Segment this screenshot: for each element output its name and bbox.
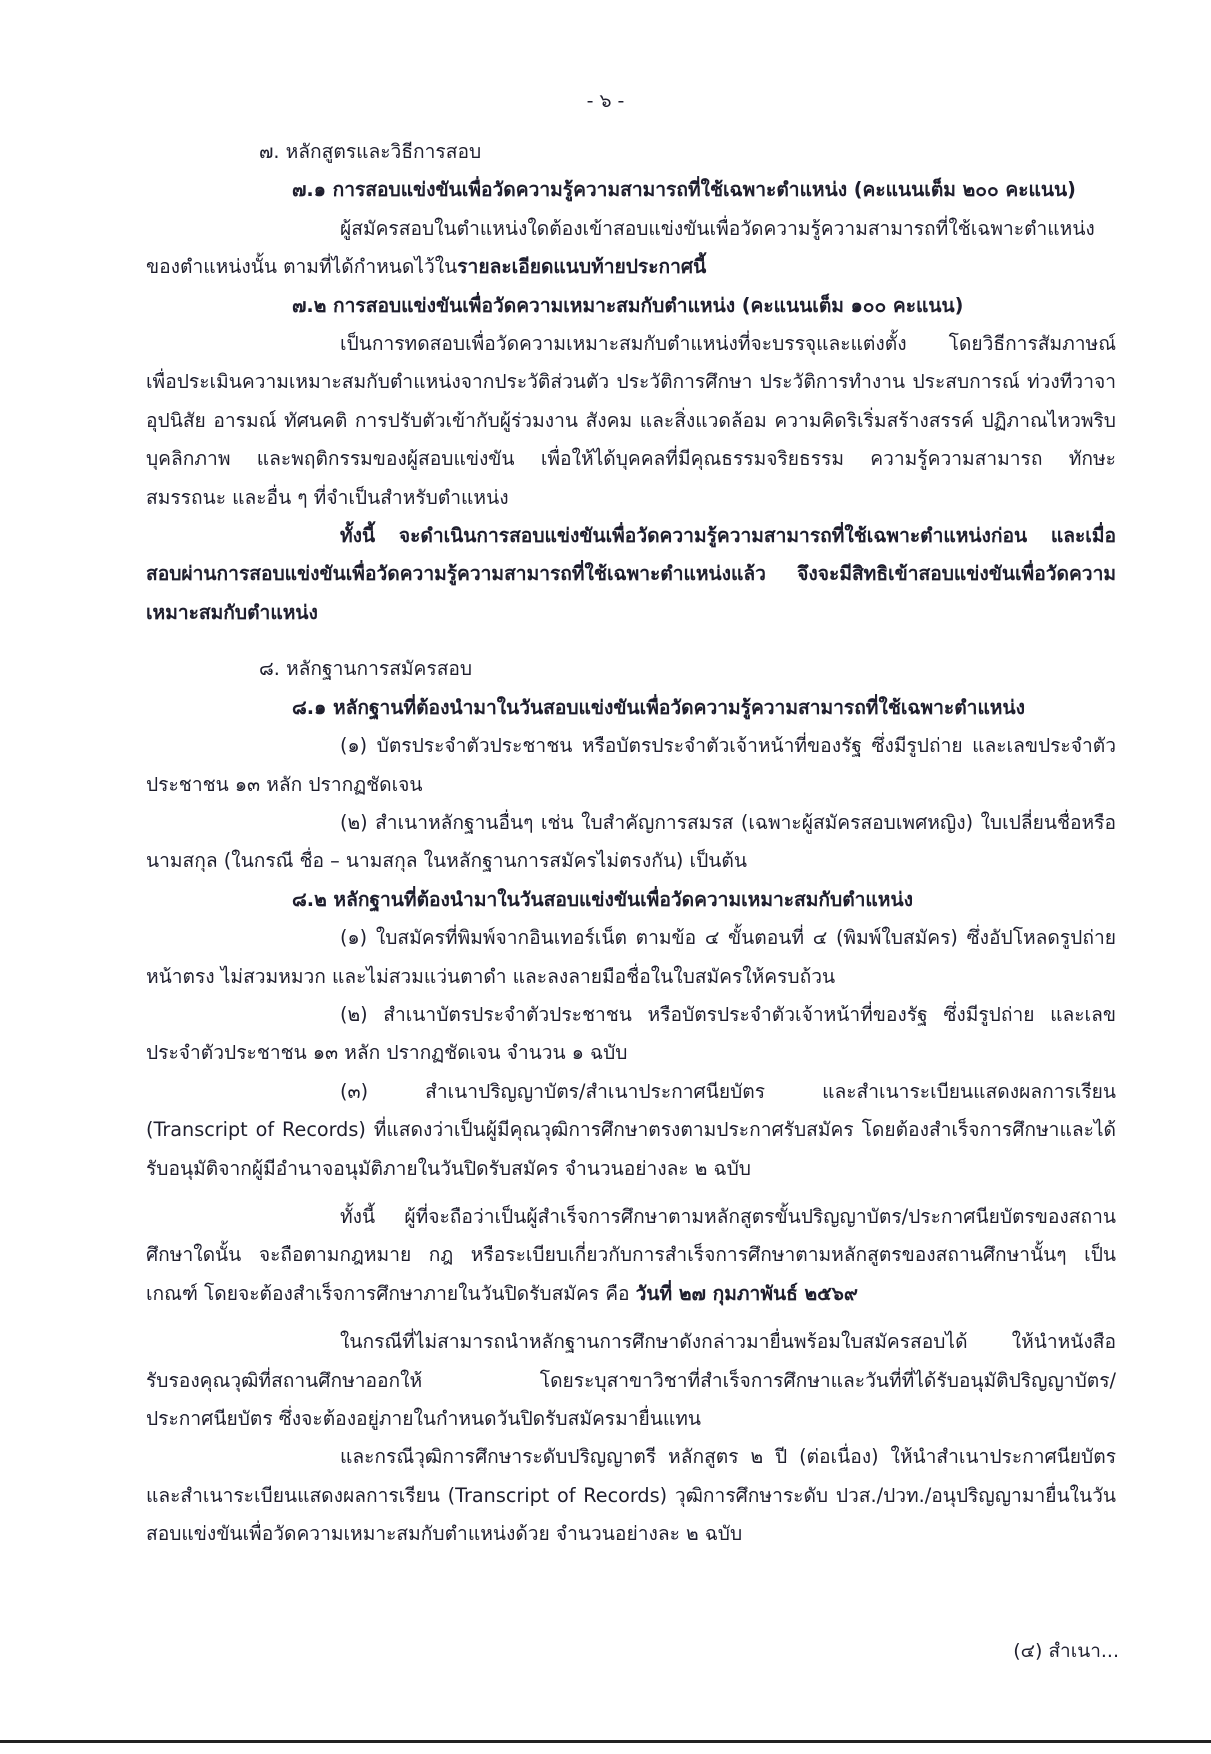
section-7-1-text-bold: รายละเอียดแนบท้ายประกาศนี้	[457, 255, 707, 279]
bottom-rule	[0, 1740, 1211, 1743]
certificate-substitute-paragraph: ในกรณีที่ไม่สามารถนำหลักฐานการศึกษาดังกล่าวมายื่นพร้อมใบสมัครสอบได้ ให้นำหนังสือรับรองคุณวุฒิที่สถานศึกษาออกให้ โดยระบุสาขาวิชาที่สำเร็จการศึกษาและวันที่ที่ได้รับอนุมัติปริญญาบัตร/ประกาศนียบัตร ซึ่งจะต้องอยู่ภายในกำหนดวันปิดรับสมัครมายื่นแทน	[146, 1330, 1116, 1430]
section-8-heading: ๘. หลักฐานการสมัครสอบ	[259, 657, 473, 681]
page-number: - ๖ -	[586, 90, 625, 112]
section-7-1-text-main: ผู้สมัครสอบในตำแหน่งใดต้องเข้าสอบแข่งขันเพื่อวัดความรู้ความสามารถที่ใช้เฉพาะตำแหน่งของตำแหน่งนั้น ตามที่ได้กำหนดไว้ใน	[146, 216, 1095, 279]
section-8-2-item-2: (๒) สำเนาบัตรประจำตัวประชาชน หรือบัตรประจำตัวเจ้าหน้าที่ของรัฐ ซึ่งมีรูปถ่าย และเลขประจำตัวประชาชน ๑๓ หลัก ปรากฏชัดเจน จำนวน ๑ ฉบับ	[146, 1002, 1116, 1065]
section-8-1-item-1: (๑) บัตรประจำตัวประชาชน หรือบัตรประจำตัวเจ้าหน้าที่ของรัฐ ซึ่งมีรูปถ่าย และเลขประจำตัวประชาชน ๑๓ หลัก ปรากฏชัดเจน	[146, 734, 1116, 796]
document-body	[146, 133, 1116, 1554]
section-8-2-item-3: (๓) สำเนาปริญญาบัตร/สำเนาประกาศนียบัตร และสำเนาระเบียนแสดงผลการเรียน (Transcript of Records) ที่แสดงว่าเป็นผู้มีคุณวุฒิการศึกษาตรงตามประกาศรับสมัคร โดยต้องสำเร็จการศึกษาและได้รับอนุมัติจากผู้มีอำนาจอนุมัติภายในวันปิดรับสมัคร จำนวนอย่างละ ๒ ฉบับ	[146, 1079, 1116, 1180]
section-7-note: ทั้งนี้ จะดำเนินการสอบแข่งขันเพื่อวัดความรู้ความสามารถที่ใช้เฉพาะตำแหน่งก่อน และเมื่อสอบผ่านการสอบแข่งขันเพื่อวัดความรู้ความสามารถที่ใช้เฉพาะตำแหน่งแล้ว จึงจะมีสิทธิเข้าสอบแข่งขันเพื่อวัดความเหมาะสมกับตำแหน่ง	[146, 524, 1116, 624]
graduation-criteria-text: ทั้งนี้ ผู้ที่จะถือว่าเป็นผู้สำเร็จการศึกษาตามหลักสูตรขั้นปริญญาบัตร/ประกาศนียบัตรของสถานศึกษาใดนั้น จะถือตามกฎหมาย กฎ หรือระเบียบเกี่ยวกับการสำเร็จการศึกษาตามหลักสูตรของสถานศึกษานั้นๆ เป็นเกณฑ์ โดยจะต้องสำเร็จการศึกษาภายในวันปิดรับสมัคร คือ	[146, 1204, 1116, 1305]
section-7-1-text	[146, 210, 1116, 287]
section-7-1-heading: ๗.๑ การสอบแข่งขันเพื่อวัดความรู้ความสามารถที่ใช้เฉพาะตำแหน่ง (คะแนนเต็ม ๒๐๐ คะแนน)	[292, 178, 1076, 202]
continuing-degree-paragraph: และกรณีวุฒิการศึกษาระดับปริญญาตรี หลักสูตร ๒ ปี (ต่อเนื่อง) ให้นำสำเนาประกาศนียบัตรและสำเนาระเบียนแสดงผลการเรียน (Transcript of Records) วุฒิการศึกษาระดับ ปวส./ปวท./อนุปริญญามายื่นในวันสอบแข่งขันเพื่อวัดความเหมาะสมกับตำแหน่งด้วย จำนวนอย่างละ ๒ ฉบับ	[146, 1445, 1116, 1546]
section-8-1-item-2: (๒) สำเนาหลักฐานอื่นๆ เช่น ใบสำคัญการสมรส (เฉพาะผู้สมัครสอบเพศหญิง) ใบเปลี่ยนชื่อหรือนามสกุล (ในกรณี ชื่อ – นามสกุล ในหลักฐานการสมัครไม่ตรงกัน) เป็นต้น	[146, 810, 1116, 873]
continued-marker: (๔) สำเนา...	[1013, 1640, 1119, 1662]
closing-date: วันที่ ๒๗ กุมภาพันธ์ ๒๕๖๙	[635, 1281, 858, 1305]
section-7-heading: ๗. หลักสูตรและวิธีการสอบ	[259, 140, 482, 163]
section-8-1-heading: ๘.๑ หลักฐานที่ต้องนำมาในวันสอบแข่งขันเพื่อวัดความรู้ความสามารถที่ใช้เฉพาะตำแหน่ง	[292, 695, 1025, 719]
section-8-2-item-1: (๑) ใบสมัครที่พิมพ์จากอินเทอร์เน็ต ตามข้อ ๔ ขั้นตอนที่ ๔ (พิมพ์ใบสมัคร) ซึ่งอัปโหลดรูปถ่ายหน้าตรง ไม่สวมหมวก และไม่สวมแว่นตาดำ และลงลายมือชื่อในใบสมัครให้ครบถ้วน	[146, 926, 1116, 988]
section-7-2-text: เป็นการทดสอบเพื่อวัดความเหมาะสมกับตำแหน่งที่จะบรรจุและแต่งตั้ง โดยวิธีการสัมภาษณ์ เพื่อประเมินความเหมาะสมกับตำแหน่งจากประวัติส่วนตัว ประวัติการศึกษา ประวัติการทำงาน ประสบการณ์ ท่วงทีวาจา อุปนิสัย อารมณ์ ทัศนคติ การปรับตัวเข้ากับผู้ร่วมงาน สังคม และสิ่งแวดล้อม ความคิดริเริ่มสร้างสรรค์ ปฏิภาณไหวพริบ บุคลิกภาพ และพฤติกรรมของผู้สอบแข่งขัน เพื่อให้ได้บุคคลที่มีคุณธรรมจริยธรรม ความรู้ความสามารถ ทักษะ สมรรถนะ และอื่น ๆ ที่จำเป็นสำหรับตำแหน่ง	[146, 332, 1116, 509]
graduation-criteria-paragraph	[146, 1198, 1116, 1313]
section-7-2-heading: ๗.๒ การสอบแข่งขันเพื่อวัดความเหมาะสมกับตำแหน่ง (คะแนนเต็ม ๑๐๐ คะแนน)	[292, 293, 964, 317]
section-8-2-heading: ๘.๒ หลักฐานที่ต้องนำมาในวันสอบแข่งขันเพื่อวัดความเหมาะสมกับตำแหน่ง	[292, 887, 913, 911]
